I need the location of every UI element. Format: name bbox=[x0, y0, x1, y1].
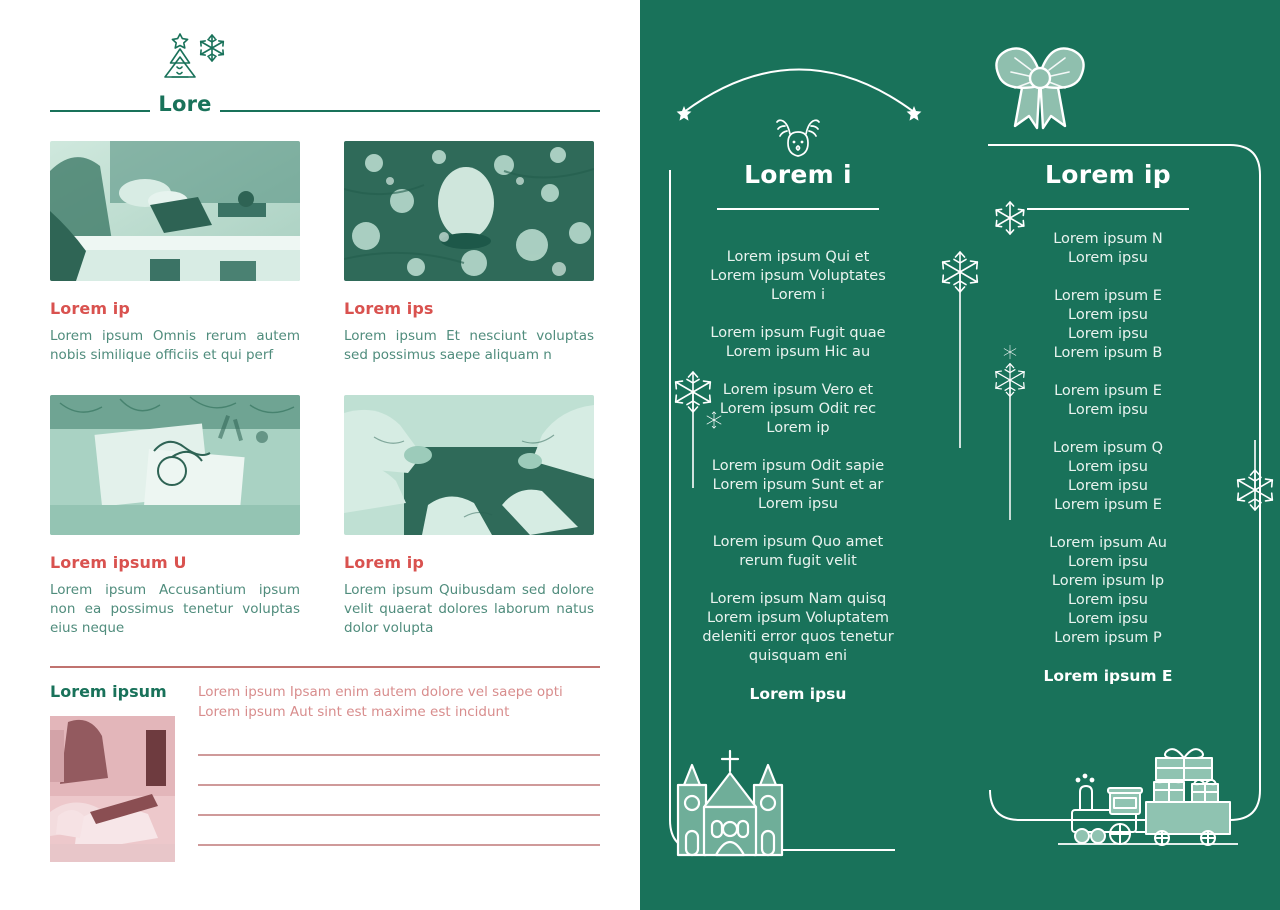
text-line: Lorem ipsum B bbox=[1053, 345, 1163, 361]
note-section bbox=[50, 666, 600, 720]
church-icon bbox=[670, 735, 790, 860]
ruled-line bbox=[198, 844, 600, 846]
text-line: Lorem ipsum Hic au bbox=[725, 344, 871, 360]
note-divider bbox=[50, 666, 600, 668]
text-line: Lorem ipsu bbox=[1068, 611, 1148, 627]
ruled-line bbox=[198, 814, 600, 816]
article-title: Lorem ipsum U bbox=[50, 553, 187, 572]
article-body: Lorem ipsum Quibusdam sed dolore velit quaerat dolores laborum natus dolor volupta bbox=[344, 582, 594, 636]
text-line: Lorem i bbox=[770, 287, 826, 303]
right-column-b bbox=[958, 0, 1258, 910]
column-b-footer: Lorem ipsum E bbox=[1043, 667, 1173, 685]
text-line: Lorem ipsum Vero et bbox=[722, 382, 874, 398]
text-line: Lorem ipsum Q bbox=[1052, 440, 1164, 456]
toy-train-with-gifts-icon bbox=[1058, 740, 1238, 860]
text-line: Lorem ipsum Odit rec bbox=[719, 401, 877, 417]
note-line-2: Lorem ipsum Aut sint est maxime est incidunt bbox=[198, 704, 510, 720]
article-photo bbox=[344, 395, 594, 535]
text-line: Lorem ipsu bbox=[1068, 307, 1148, 323]
reindeer-head-icon bbox=[772, 116, 824, 164]
text-line: Lorem ipsu bbox=[1068, 554, 1148, 570]
article-card[interactable] bbox=[344, 395, 594, 638]
article-photo bbox=[50, 395, 300, 535]
text-block bbox=[648, 457, 948, 514]
text-block bbox=[958, 382, 1258, 420]
column-b-underline bbox=[1027, 208, 1189, 210]
text-line: Lorem ipsum P bbox=[1054, 630, 1162, 646]
column-b-body bbox=[958, 230, 1258, 686]
brand-icon-group bbox=[150, 30, 240, 88]
note-heading: Lorem ipsum bbox=[50, 682, 167, 701]
text-line: Lorem ipsum Ip bbox=[1051, 573, 1165, 589]
article-title: Lorem ips bbox=[344, 299, 434, 318]
text-line: Lorem ipsu bbox=[1068, 402, 1148, 418]
text-line: Lorem ipsu bbox=[1068, 478, 1148, 494]
ruled-line bbox=[198, 754, 600, 756]
text-line: deleniti error quos tenetur bbox=[702, 629, 894, 645]
text-line: Lorem ipsum E bbox=[1054, 383, 1162, 399]
text-line: quisquam eni bbox=[748, 648, 848, 664]
text-line: Lorem ipsum E bbox=[1054, 288, 1162, 304]
text-line: Lorem ipsum Voluptatem bbox=[706, 610, 890, 626]
ruled-line bbox=[198, 784, 600, 786]
text-line: Lorem ipsu bbox=[1068, 459, 1148, 475]
text-line: Lorem ipsu bbox=[1068, 250, 1148, 266]
note-line-1: Lorem ipsum Ipsam enim autem dolore vel saepe opti bbox=[198, 684, 563, 700]
note-ruled-lines bbox=[198, 754, 600, 874]
right-column-a bbox=[648, 0, 948, 910]
text-block bbox=[648, 533, 948, 571]
text-line: Lorem ipsum Qui et bbox=[726, 249, 870, 265]
note-text bbox=[198, 682, 600, 722]
articles-grid bbox=[50, 141, 600, 638]
text-line: Lorem ipsu bbox=[1068, 592, 1148, 608]
article-photo bbox=[50, 141, 300, 281]
text-block bbox=[648, 590, 948, 666]
text-line: Lorem ipsum Fugit quae bbox=[710, 325, 886, 341]
text-block bbox=[958, 439, 1258, 515]
article-photo bbox=[344, 141, 594, 281]
text-block bbox=[958, 287, 1258, 363]
article-body: Lorem ipsum Et nesciunt voluptas sed possimus saepe aliquam n bbox=[344, 328, 594, 363]
text-block bbox=[958, 230, 1258, 268]
text-line: Lorem ipsum Odit sapie bbox=[711, 458, 885, 474]
article-body: Lorem ipsum Accusantium ipsum non ea possimus tenetur voluptas eius neque bbox=[50, 582, 300, 636]
text-line: Lorem ipsum Quo amet bbox=[712, 534, 884, 550]
text-block bbox=[648, 381, 948, 438]
column-a-title: Lorem i bbox=[744, 160, 852, 189]
text-block bbox=[648, 248, 948, 305]
text-line: Lorem ipsum N bbox=[1053, 231, 1163, 247]
text-line: Lorem ipsum Au bbox=[1049, 535, 1167, 551]
text-block bbox=[958, 534, 1258, 648]
text-line: Lorem ipsum Nam quisq bbox=[709, 591, 887, 607]
brand-divider bbox=[50, 101, 600, 121]
right-panel bbox=[640, 0, 1280, 910]
article-title: Lorem ip bbox=[50, 299, 130, 318]
article-card[interactable] bbox=[50, 141, 300, 365]
article-card[interactable] bbox=[344, 141, 594, 365]
text-line: rerum fugit velit bbox=[739, 553, 857, 569]
article-card[interactable] bbox=[50, 395, 300, 638]
column-a-body bbox=[648, 248, 948, 704]
page-title: Lore bbox=[158, 92, 212, 116]
text-line: Lorem ipsum Voluptates bbox=[710, 268, 886, 284]
text-line: Lorem ipsum Sunt et ar bbox=[712, 477, 884, 493]
column-b-title: Lorem ip bbox=[1044, 160, 1171, 189]
column-a-footer: Lorem ipsu bbox=[749, 685, 847, 703]
text-line: Lorem ipsum E bbox=[1054, 497, 1162, 513]
note-photo bbox=[50, 716, 175, 862]
text-line: Lorem ipsu bbox=[1068, 326, 1148, 342]
column-a-underline bbox=[717, 208, 879, 210]
text-block bbox=[648, 324, 948, 362]
article-body: Lorem ipsum Omnis rerum autem nobis similique officiis et qui perf bbox=[50, 328, 300, 363]
text-line: Lorem ipsu bbox=[758, 496, 838, 512]
article-title: Lorem ip bbox=[344, 553, 424, 572]
text-line: Lorem ip bbox=[766, 420, 830, 436]
